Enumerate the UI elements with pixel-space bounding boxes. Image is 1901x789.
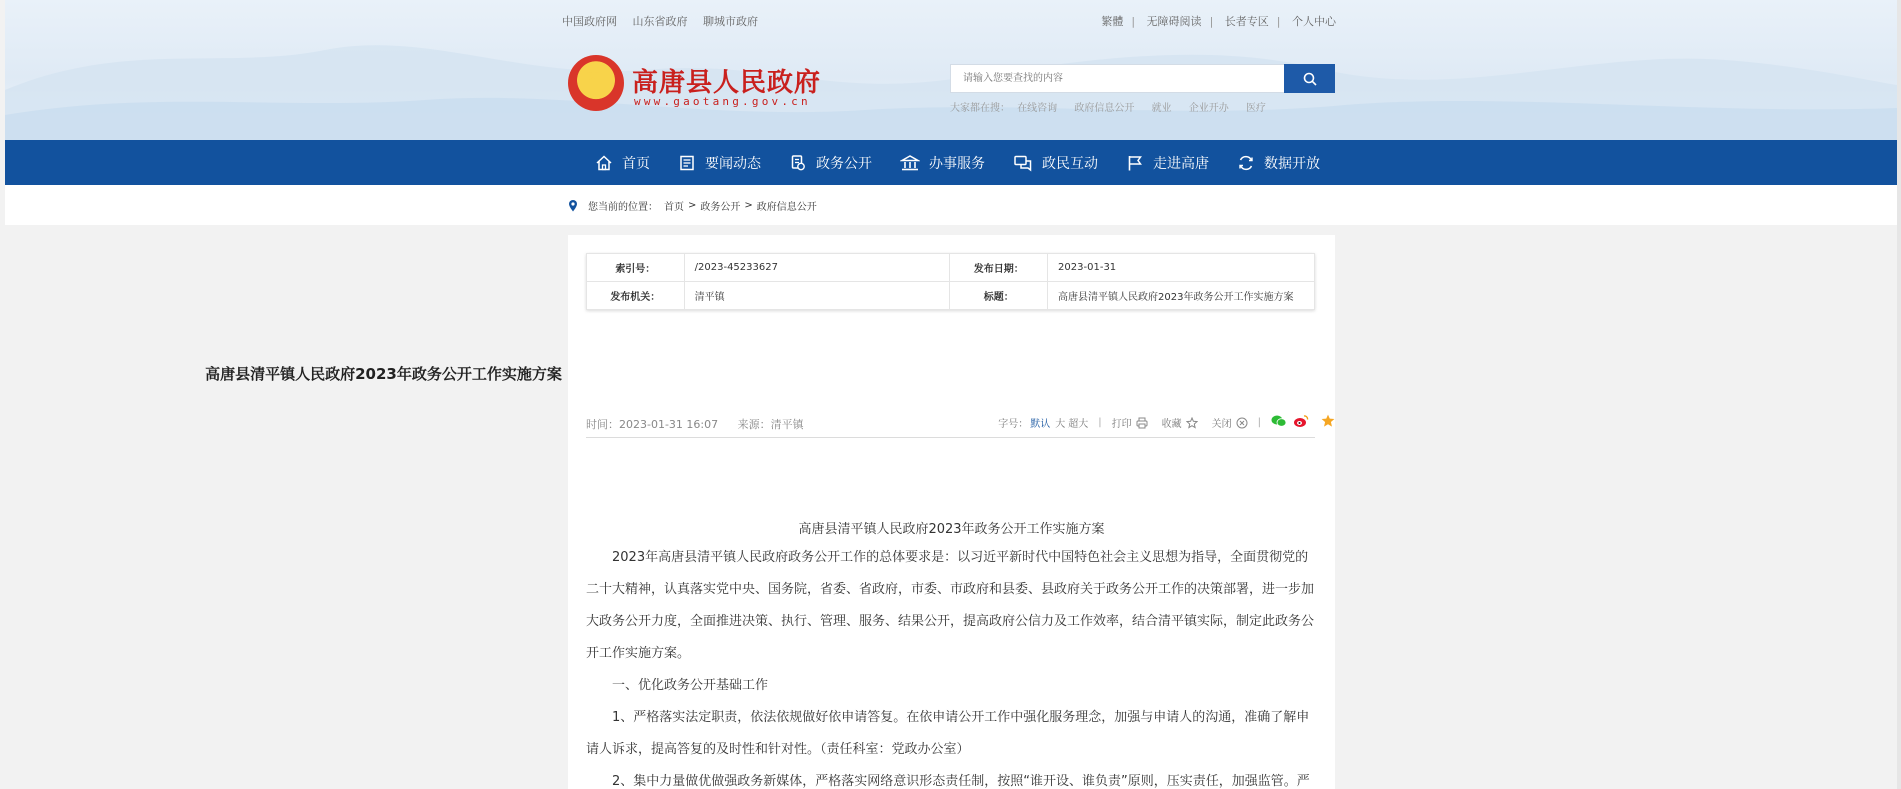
breadcrumb-bar — [5, 185, 1897, 225]
nav-label: 数据开放 — [1264, 155, 1320, 172]
nav-item-home[interactable] — [595, 140, 650, 185]
nav-label: 办事服务 — [929, 155, 985, 172]
divider-line — [586, 437, 1315, 438]
location-pin-icon — [568, 199, 578, 212]
nav-item-interaction[interactable] — [1013, 140, 1098, 185]
font-size-label: 字号： — [998, 419, 1029, 430]
star-icon — [1321, 414, 1335, 428]
breadcrumb — [568, 198, 817, 213]
nav-label: 政务公开 — [816, 155, 872, 172]
breadcrumb-prefix: 您当前的位置： — [588, 202, 658, 213]
divider: | — [1276, 15, 1281, 28]
top-bar — [562, 13, 1336, 29]
hot-word[interactable]: 医疗 — [1245, 103, 1266, 114]
share-weibo-button[interactable] — [1293, 414, 1309, 431]
article-source: 来源：清平镇 — [737, 418, 804, 431]
link-central-gov[interactable]: 中国政府网 — [562, 15, 617, 28]
weibo-icon — [1293, 414, 1309, 428]
font-default-button[interactable]: 默认 — [1030, 419, 1051, 430]
font-large-button[interactable]: 大 — [1055, 419, 1066, 430]
divider: | — [1257, 417, 1261, 428]
hot-word[interactable]: 在线咨询 — [1017, 103, 1058, 114]
hot-word[interactable]: 政府信息公开 — [1074, 103, 1135, 114]
share-wechat-button[interactable] — [1271, 414, 1287, 431]
printer-icon — [1136, 417, 1148, 429]
title-label: 标题： — [950, 282, 1048, 310]
nav-item-open-data[interactable] — [1237, 140, 1320, 185]
paragraph: 2023年高唐县清平镇人民政府政务公开工作的总体要求是：以习近平新时代中国特色社会主义思想为指导，全面贯彻党的二十大精神，认真落实党中央、国务院，省委、省政府，市委、市政府和县委、县政府关于政务公开工作的决策部署，进一步加大政务公开力度，全面推进决策、执行、管理、服务、结果公开，提高政府公信力及工作效率，结合清平镇实际，制定此政务公开工作实施方案。 — [586, 550, 1315, 661]
page-scrollbar[interactable] — [1897, 0, 1901, 789]
star-icon: ★ — [586, 65, 601, 84]
home-icon — [595, 154, 613, 172]
personal-center-link[interactable]: 个人中心 — [1292, 15, 1336, 28]
nav-item-news[interactable] — [678, 140, 761, 185]
print-button[interactable] — [1112, 415, 1148, 430]
article-time: 时间：2023-01-31 16:07 — [586, 418, 719, 431]
title-value: 高唐县清平镇人民政府2023年政务公开工作实施方案 — [1048, 282, 1315, 310]
hot-searches-label: 大家都在搜： — [950, 103, 1010, 114]
breadcrumb-sep: > — [744, 200, 753, 211]
paragraph: 一、优化政务公开基础工作 — [612, 678, 769, 693]
nav-label: 政民互动 — [1042, 155, 1098, 172]
site-title[interactable]: 高唐县人民政府 — [632, 68, 822, 98]
paragraph: 1、严格落实法定职责，依法依规做好依申请答复。在依申请公开工作中强化服务理念，加强与申请人的沟通，准确了解申请人诉求，提高答复的及时性和针对性。（责任科室：党政办公室） — [586, 710, 1310, 757]
close-button[interactable] — [1212, 415, 1248, 430]
close-circle-icon — [1236, 417, 1248, 429]
favorite-button[interactable] — [1162, 415, 1198, 430]
body-title: 高唐县清平镇人民政府2023年政务公开工作实施方案 — [798, 522, 1105, 537]
main-nav — [5, 140, 1897, 185]
nav-item-about[interactable] — [1126, 140, 1209, 185]
nav-item-services[interactable] — [900, 140, 985, 185]
search-button[interactable] — [1284, 64, 1335, 93]
flag-icon — [1126, 154, 1144, 172]
breadcrumb-home[interactable]: 首页 — [664, 202, 684, 213]
site-url: www.gaotang.gov.cn — [634, 95, 811, 108]
date-value: 2023-01-31 — [1048, 254, 1315, 282]
index-label: 索引号： — [587, 254, 685, 282]
hot-word[interactable]: 企业开办 — [1188, 103, 1229, 114]
nav-item-gov-affairs[interactable] — [789, 140, 872, 185]
favorite-label: 收藏 — [1161, 419, 1182, 430]
hot-word[interactable]: 就业 — [1151, 103, 1172, 114]
news-icon — [678, 154, 696, 172]
org-value: 清平镇 — [684, 282, 950, 310]
search-input[interactable] — [950, 64, 1284, 93]
national-emblem-logo[interactable] — [568, 55, 624, 111]
traditional-chinese-link[interactable]: 繁體 — [1101, 15, 1124, 28]
refresh-icon — [1237, 154, 1255, 172]
article-tools — [998, 414, 1335, 431]
divider: | — [1098, 417, 1102, 428]
wechat-icon — [1271, 414, 1287, 428]
org-label: 发布机关： — [587, 282, 685, 310]
breadcrumb-info-disclosure[interactable]: 政府信息公开 — [756, 202, 817, 213]
gov-affairs-icon — [789, 154, 807, 172]
print-label: 打印 — [1111, 419, 1132, 430]
nav-label: 走进高唐 — [1153, 155, 1209, 172]
article-info — [586, 416, 820, 432]
nav-label: 要闻动态 — [705, 155, 761, 172]
breadcrumb-sep: > — [688, 200, 697, 211]
date-label: 发布日期： — [950, 254, 1048, 282]
elderly-zone-link[interactable]: 长者专区 — [1224, 15, 1269, 28]
font-xlarge-button[interactable]: 超大 — [1068, 419, 1089, 430]
article-title: 高唐县清平镇人民政府2023年政务公开工作实施方案 — [205, 365, 562, 383]
divider: | — [1209, 15, 1214, 28]
share-favorite-button[interactable] — [1321, 414, 1335, 431]
nav-label: 首页 — [622, 155, 650, 172]
chat-icon — [1013, 154, 1033, 172]
link-liaocheng-gov[interactable]: 聊城市政府 — [703, 15, 758, 28]
document-meta-table — [586, 253, 1315, 310]
accessibility-link[interactable]: 无障碍阅读 — [1146, 15, 1202, 28]
search-icon — [1303, 72, 1317, 86]
index-value: /2023-45233627 — [684, 254, 950, 282]
paragraph: 2、集中力量做优做强政务新媒体，严格落实网络意识形态责任制，按照“谁开设、谁负责”原则，压实责任，加强监管。严 — [612, 774, 1310, 789]
hot-searches — [950, 99, 1280, 114]
breadcrumb-gov-affairs[interactable]: 政务公开 — [700, 202, 741, 213]
service-icon — [900, 154, 920, 172]
divider: | — [1131, 15, 1136, 28]
search-bar — [950, 64, 1335, 93]
link-shandong-gov[interactable]: 山东省政府 — [632, 15, 688, 28]
close-label: 关闭 — [1211, 419, 1232, 430]
star-outline-icon — [1186, 417, 1198, 429]
